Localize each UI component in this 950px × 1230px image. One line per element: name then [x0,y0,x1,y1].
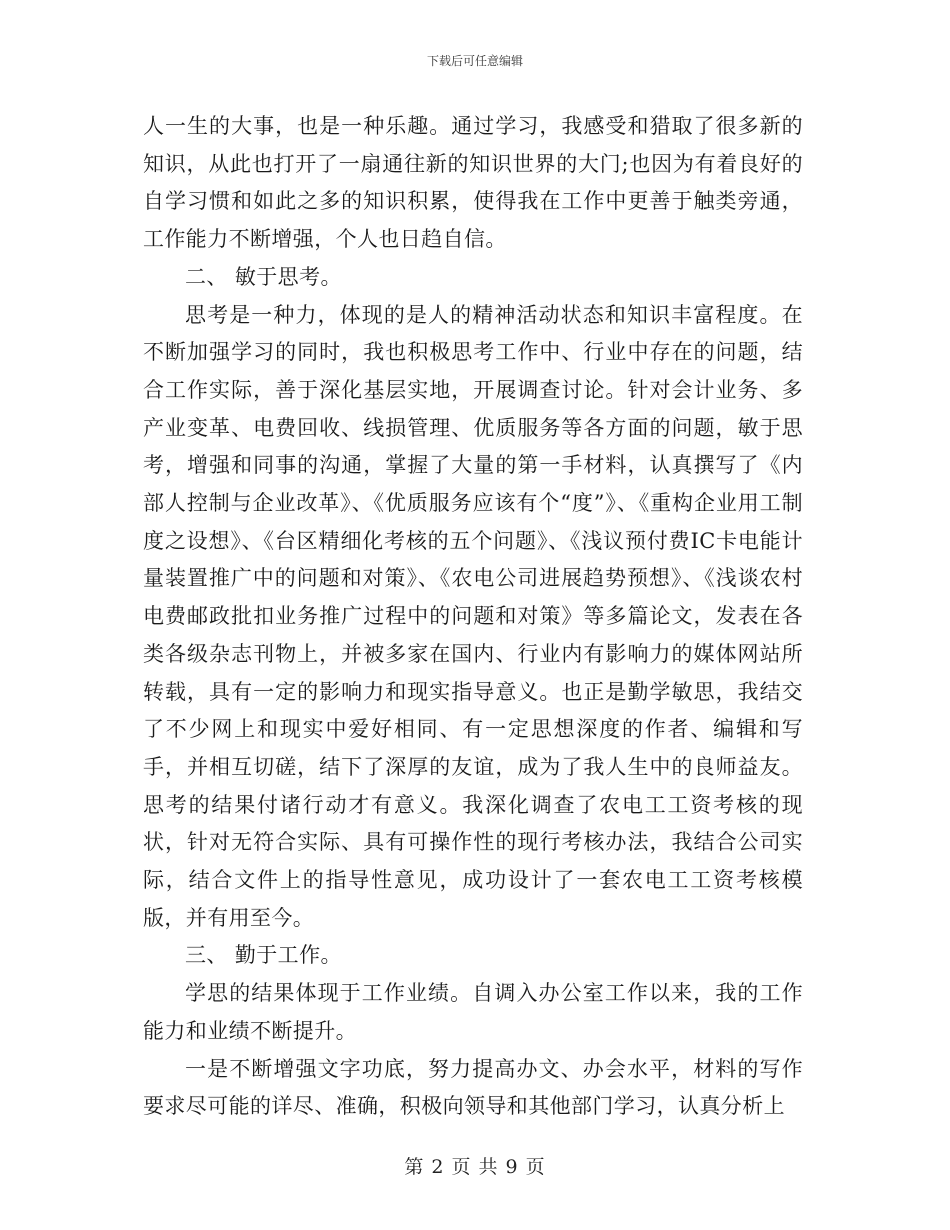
paragraph-work-first: 一是不断增强文字功底，努力提高办文、办会水平，材料的写作要求尽可能的详尽、准确，积极向领导和其他部门学习，认真分析上 [143,1056,803,1119]
section-heading-2: 二、 敏于思考。 [185,264,342,289]
section-heading-3: 三、 勤于工作。 [185,943,342,968]
page-header-note: 下载后可任意编辑 [426,54,523,68]
page-number: 第 2 页 共 9 页 [404,1156,546,1178]
paragraph-work-intro: 学思的结果体现于工作业绩。自调入办公室工作以来，我的工作能力和业绩不断提升。 [143,981,803,1043]
document-body [143,108,803,1126]
paragraph-continuation: 人一生的大事，也是一种乐趣。通过学习，我感受和猎取了很多新的知识，从此也打开了一扇通往新的知识世界的大门;也因为有着良好的自学习惯和如此之多的知识积累，使得我在工作中更善于触类旁通，工作能力不断增强，个人也日趋自信。 [143,114,803,252]
paragraph-thinking: 思考是一种力，体现的是人的精神活动状态和知识丰富程度。在不断加强学习的同时，我也积极思考工作中、行业中存在的问题，结合工作实际，善于深化基层实地，开展调查讨论。针对会计业务、多产业变革、电费回收、线损管理、优质服务等各方面的问题，敏于思考，增强和同事的沟通，掌握了大量的第一手材料，认真撰写了《内部人控制与企业改革》、《优质服务应该有个“度”》、《重构企业用工制度之设想》、《台区精细化考核的五个问题》、《浅议预付费IC卡电能计量装置推广中的问题和对策》、《农电公司进展趋势预想》、《浅谈农村电费邮政批扣业务推广过程中的问题和对策》等多篇论文，发表在各类各级杂志刊物上，并被多家在国内、行业内有影响力的媒体网站所转载，具有一定的影响力和现实指导意义。也正是勤学敏思，我结交了不少网上和现实中爱好相同、有一定思想深度的作者、编辑和写手，并相互切磋，结下了深厚的友谊，成为了我人生中的良师益友。思考的结果付诸行动才有意义。我深化调查了农电工工资考核的现状，针对无符合实际、具有可操作性的现行考核办法，我结合公司实际，结合文件上的指导性意见，成功设计了一套农电工工资考核模版，并有用至今。 [143,302,803,930]
